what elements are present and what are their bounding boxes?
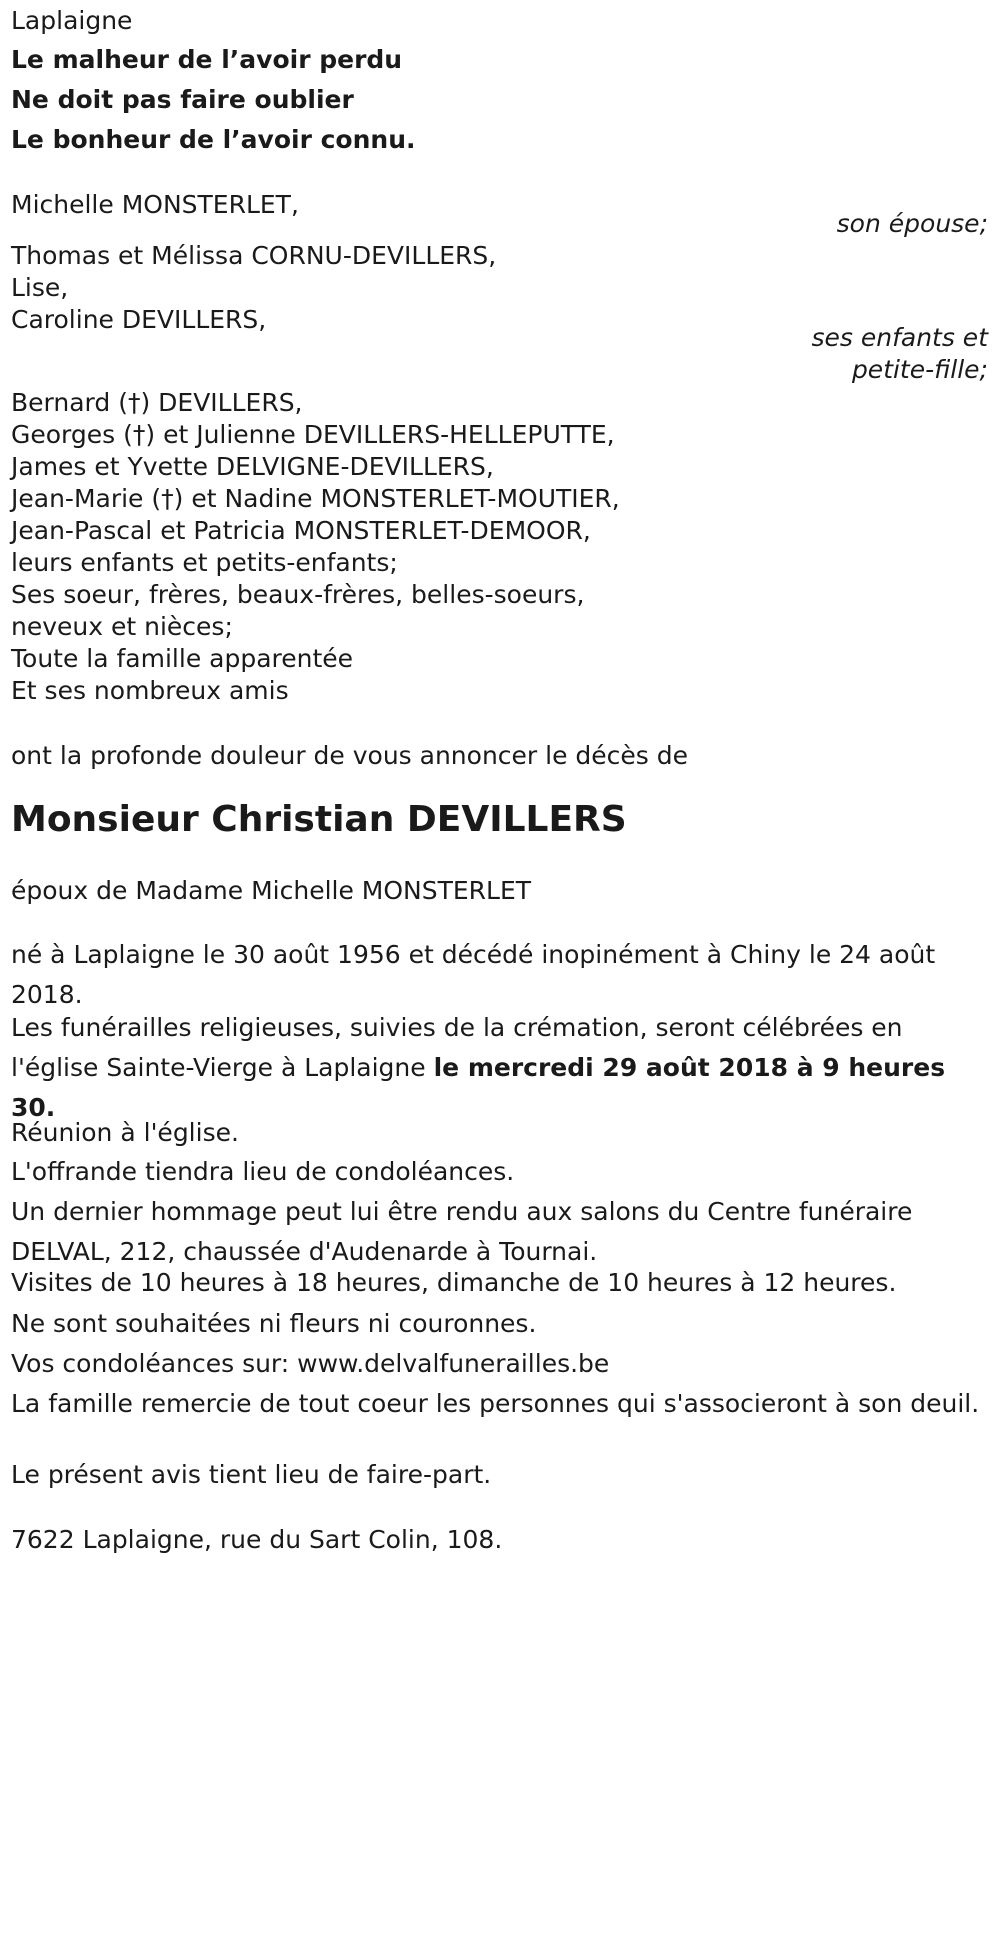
- children-role-2: petite-fille;: [851, 355, 988, 384]
- relative-6: leurs enfants et petits-enfants;: [11, 548, 398, 577]
- children-role-1: ses enfants et: [811, 323, 988, 352]
- meeting: Réunion à l'église.: [11, 1118, 239, 1147]
- relative-2: Georges (†) et Julienne DEVILLERS-HELLEPUTTE,: [11, 420, 615, 449]
- poem-line-2: Ne doit pas faire oublier: [11, 85, 354, 114]
- tribute: Un dernier hommage peut lui être rendu aux salons du Centre funéraire DELVAL, 212, chaussée d'Audenarde à Tournai.: [11, 1197, 913, 1266]
- relative-9: Toute la famille apparentée: [11, 644, 354, 673]
- funeral-date: le mercredi 29 août 2018 à 9 heures 30.: [11, 1053, 946, 1122]
- husband-of: époux de Madame Michelle MONSTERLET: [11, 876, 532, 905]
- announcement-intro: ont la profonde douleur de vous annoncer le décès de: [11, 741, 689, 770]
- child-3: Caroline DEVILLERS,: [11, 305, 267, 334]
- spouse-role: son épouse;: [836, 209, 988, 238]
- poem-line-3: Le bonheur de l’avoir connu.: [11, 125, 416, 154]
- child-2: Lise,: [11, 273, 69, 302]
- relative-3: James et Yvette DELVIGNE-DEVILLERS,: [11, 452, 494, 481]
- condolences: Vos condoléances sur: www.delvalfunerailles.be: [11, 1349, 610, 1378]
- relative-4: Jean-Marie (†) et Nadine MONSTERLET-MOUTIER,: [11, 484, 620, 513]
- relative-8: neveux et nièces;: [11, 612, 233, 641]
- address: 7622 Laplaigne, rue du Sart Colin, 108.: [11, 1525, 503, 1554]
- relative-5: Jean-Pascal et Patricia MONSTERLET-DEMOOR,: [11, 516, 591, 545]
- header-place: Laplaigne: [11, 6, 133, 35]
- visits: Visites de 10 heures à 18 heures, dimanche de 10 heures à 12 heures.: [11, 1268, 897, 1297]
- birth-death: né à Laplaigne le 30 août 1956 et décédé inopinément à Chiny le 24 août 2018.: [11, 940, 936, 1009]
- poem-line-1: Le malheur de l’avoir perdu: [11, 45, 403, 74]
- no-flowers: Ne sont souhaitées ni fleurs ni couronnes.: [11, 1309, 537, 1338]
- funeral-text: Les funérailles religieuses, suivies de la crémation, seront célébrées en l'église Sainte-Vierge à Laplaigne: [11, 1013, 903, 1082]
- relative-1: Bernard (†) DEVILLERS,: [11, 388, 303, 417]
- deceased-name: Monsieur Christian DEVILLERS: [11, 799, 627, 840]
- notice: Le présent avis tient lieu de faire-part.: [11, 1460, 492, 1489]
- relative-10: Et ses nombreux amis: [11, 676, 289, 705]
- spouse-name: Michelle MONSTERLET,: [11, 190, 299, 219]
- offering: L'offrande tiendra lieu de condoléances.: [11, 1157, 515, 1186]
- funeral-paragraph: [11, 1008, 991, 1128]
- child-1: Thomas et Mélissa CORNU-DEVILLERS,: [11, 241, 497, 270]
- relative-7: Ses soeur, frères, beaux-frères, belles-soeurs,: [11, 580, 585, 609]
- thanks: La famille remercie de tout coeur les personnes qui s'associeront à son deuil.: [11, 1389, 980, 1418]
